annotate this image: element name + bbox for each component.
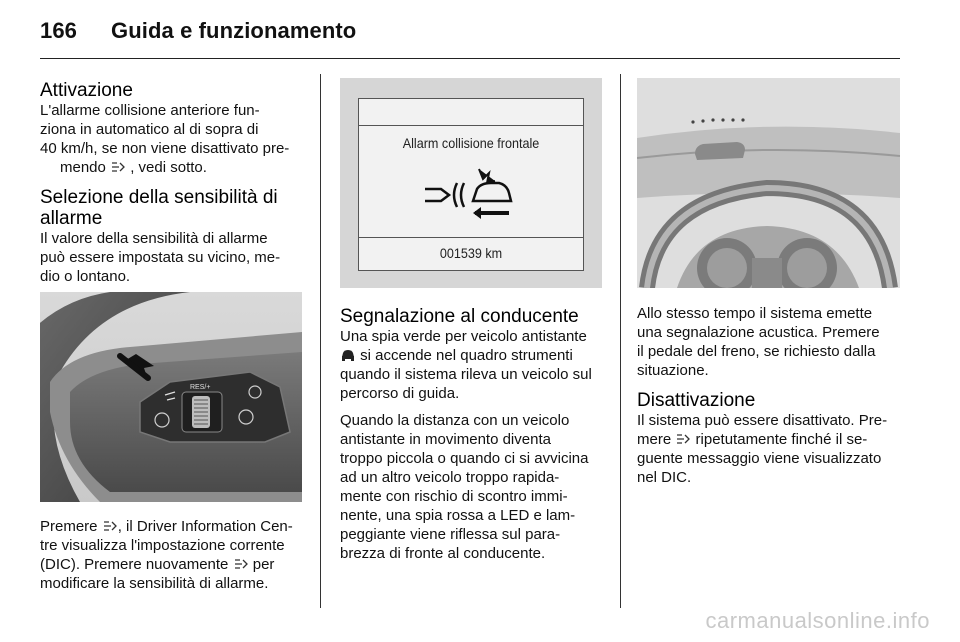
heading-disattivazione: Disattivazione bbox=[637, 390, 756, 411]
forward-collision-sensitivity-icon bbox=[675, 432, 691, 446]
text-line: quando il sistema rileva un veicolo sul bbox=[340, 366, 592, 383]
text-line: Il sistema può essere disattivato. Pre- bbox=[637, 412, 888, 429]
text-line bbox=[340, 346, 610, 365]
text-span: Premere bbox=[40, 518, 98, 535]
dashboard-illustration bbox=[637, 78, 900, 288]
section-title: Guida e funzionamento bbox=[111, 18, 357, 43]
text-line: tre visualizza l'impostazione corrente bbox=[40, 537, 285, 554]
text-line: dio o lontano. bbox=[40, 268, 131, 285]
dashboard-windshield-illustration bbox=[637, 78, 900, 288]
text-line: troppo piccola o quando ci si avvicina bbox=[340, 450, 589, 467]
text-line: nel DIC. bbox=[637, 469, 692, 486]
text-span: , il Driver Information Cen- bbox=[117, 518, 293, 535]
text-line: percorso di guida. bbox=[340, 385, 460, 402]
text-line bbox=[637, 430, 907, 449]
text-line: peggiante viene riflessa sul para- bbox=[340, 526, 561, 543]
column-1-top bbox=[40, 80, 305, 286]
text-line: modificare la sensibilità di allarme. bbox=[40, 575, 269, 592]
text-line: ziona in automatico al di sopra di bbox=[40, 121, 259, 138]
text-span: si accende nel quadro strumenti bbox=[360, 347, 573, 364]
text-line: può essere impostata su vicino, me- bbox=[40, 249, 281, 266]
text-line: 40 km/h, se non viene disattivato pre- bbox=[40, 140, 290, 157]
text-span: mendo bbox=[60, 159, 106, 176]
vehicle-ahead-icon bbox=[340, 348, 356, 362]
text-line: guente messaggio viene visualizzato bbox=[637, 450, 882, 467]
forward-collision-sensitivity-icon bbox=[110, 160, 126, 174]
text-line bbox=[40, 158, 305, 177]
forward-collision-sensitivity-icon bbox=[233, 557, 249, 571]
text-span: mere bbox=[637, 431, 672, 448]
text-line bbox=[40, 517, 310, 536]
dic-odometer: 001539 km bbox=[439, 245, 503, 261]
paragraph-attivazione bbox=[40, 101, 305, 177]
text-line: mente con rischio di scontro immi- bbox=[340, 488, 568, 505]
text-line: ad un altro veicolo troppo rapida- bbox=[340, 469, 560, 486]
text-line: una segnalazione acustica. Premere bbox=[637, 324, 880, 341]
text-line: Quando la distanza con un veicolo bbox=[340, 412, 570, 429]
res-button-label: RES/+ bbox=[190, 384, 211, 391]
page-number: 166 bbox=[40, 18, 78, 43]
paragraph-stesso-tempo bbox=[637, 304, 907, 380]
text-line: il pedale del freno, se richiesto dalla bbox=[637, 343, 876, 360]
text-span: , vedi sotto. bbox=[130, 159, 207, 176]
text-span: per bbox=[252, 556, 275, 573]
paragraph-distanza bbox=[340, 411, 610, 563]
dic-display-illustration bbox=[340, 78, 602, 288]
steering-wheel-illustration bbox=[40, 292, 302, 502]
column-divider-1 bbox=[320, 74, 321, 608]
heading-segnalazione: Segnalazione al conducente bbox=[340, 306, 579, 327]
text-span: ripetutamente finché il se- bbox=[695, 431, 868, 448]
dic-screen bbox=[358, 98, 584, 271]
text-line: situazione. bbox=[637, 362, 709, 379]
text-line: antistante in movimento diventa bbox=[340, 431, 551, 448]
column-2-text bbox=[340, 306, 610, 563]
text-line: nente, una spia rossa a LED e lam- bbox=[340, 507, 576, 524]
paragraph-segnalazione bbox=[340, 327, 610, 403]
text-line: L'allarme collisione anteriore fun- bbox=[40, 102, 260, 119]
text-span: (DIC). Premere nuovamente bbox=[40, 556, 229, 573]
forward-collision-sensitivity-icon bbox=[102, 519, 118, 533]
paragraph-disattivazione bbox=[637, 411, 907, 487]
heading-line: Selezione della sensibilità di bbox=[40, 187, 278, 208]
paragraph-selezione bbox=[40, 229, 305, 286]
site-watermark: carmanualsonline.info bbox=[705, 608, 930, 633]
text-line: brezza di fronte al conducente. bbox=[340, 545, 546, 562]
header-rule bbox=[40, 58, 900, 59]
collision-warning-icon bbox=[419, 161, 523, 221]
dic-message-title: Allarm collisione frontale bbox=[402, 135, 540, 151]
text-line: Il valore della sensibilità di allarme bbox=[40, 230, 268, 247]
heading-line: allarme bbox=[40, 208, 103, 229]
text-line: Allo stesso tempo il sistema emette bbox=[637, 305, 873, 322]
text-line: Una spia verde per veicolo antistante bbox=[340, 328, 587, 345]
text-line bbox=[40, 555, 310, 574]
column-divider-2 bbox=[620, 74, 621, 608]
page-header bbox=[40, 18, 356, 44]
heading-selezione bbox=[40, 187, 305, 229]
column-1-bottom bbox=[40, 517, 310, 593]
heading-attivazione: Attivazione bbox=[40, 80, 133, 101]
column-3-text bbox=[637, 304, 907, 487]
steering-wheel-button-illustration bbox=[40, 292, 302, 502]
